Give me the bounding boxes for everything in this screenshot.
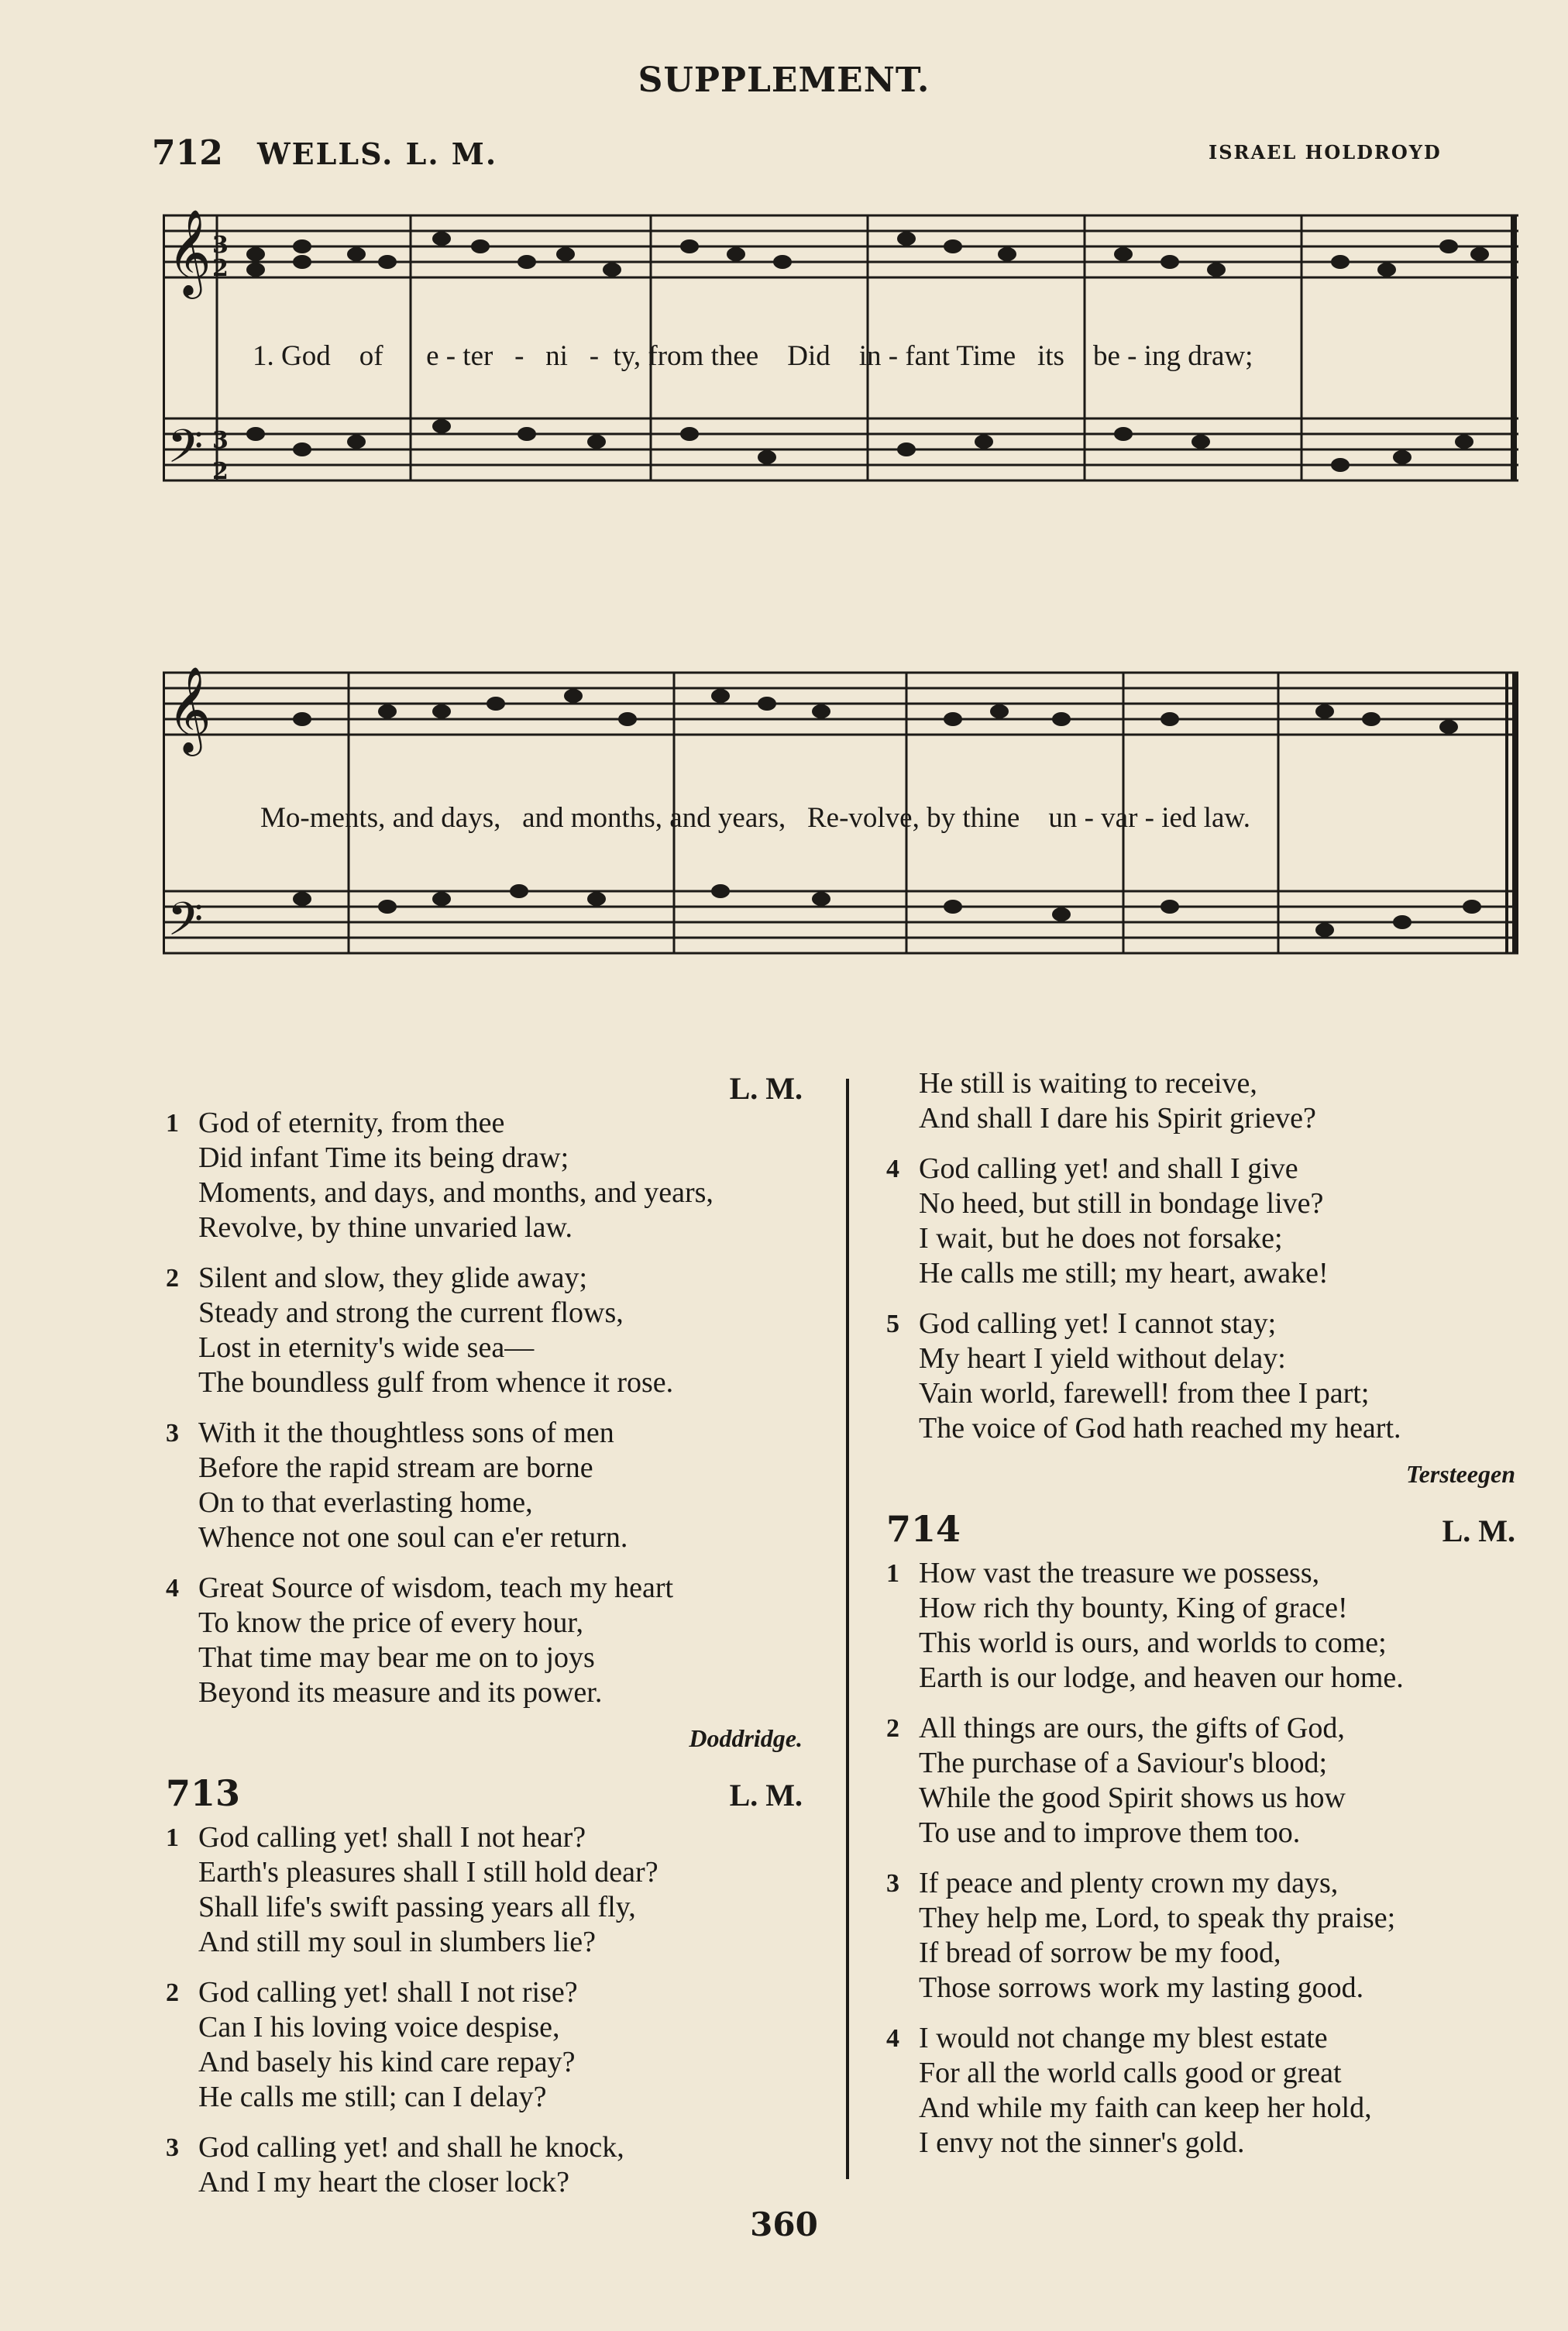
verse-number: 2 bbox=[166, 1978, 179, 2007]
verse-line: For all the world calls good or great bbox=[919, 2057, 1342, 2089]
verse-line: The voice of God hath reached my heart. bbox=[919, 1412, 1401, 1444]
lyric-syllable: - bbox=[514, 340, 524, 372]
verse-line: Moments, and days, and months, and years, bbox=[198, 1176, 714, 1209]
hymn-713-verse-3-continued bbox=[919, 1066, 1515, 1136]
page-header: SUPPLEMENT. bbox=[638, 60, 930, 100]
hymn-meter: L. M. bbox=[1442, 1513, 1515, 1548]
verse-line: Did infant Time its being draw; bbox=[198, 1141, 569, 1174]
verse-line: He calls me still; my heart, awake! bbox=[919, 1257, 1329, 1289]
verse-number: 3 bbox=[166, 2133, 179, 2162]
verse-line: And basely his kind care repay? bbox=[198, 2046, 576, 2078]
hymn-713-author: Tersteegen bbox=[1405, 1460, 1515, 1488]
verse-line: If peace and plenty crown my days, bbox=[919, 1867, 1339, 1899]
hymn-714-verse-2 bbox=[886, 1711, 1515, 1851]
svg-text:2: 2 bbox=[212, 458, 229, 485]
lyric-syllable: of bbox=[359, 340, 383, 372]
verse-line: I envy not the sinner's gold. bbox=[919, 2126, 1245, 2159]
verse-line: God calling yet! I cannot stay; bbox=[919, 1307, 1277, 1340]
verse-number: 1 bbox=[886, 1559, 899, 1588]
hymn-714-verse-3 bbox=[886, 1866, 1515, 2006]
verse-line: God calling yet! shall I not hear? bbox=[198, 1821, 586, 1854]
hymn-713-verse-3 bbox=[166, 2130, 803, 2200]
hymn-714-verse-1 bbox=[886, 1556, 1515, 1696]
svg-text:2: 2 bbox=[212, 255, 229, 282]
verse-line: And shall I dare his Spirit grieve? bbox=[919, 1102, 1316, 1135]
lyrics-line-1 bbox=[253, 339, 1253, 373]
lyric-phrase: Re-volve, by thine bbox=[806, 802, 1020, 834]
hymn-713-verse-2 bbox=[166, 1975, 803, 2115]
verse-line: And still my soul in slumbers lie? bbox=[198, 1926, 596, 1958]
verse-line: While the good Spirit shows us how bbox=[919, 1782, 1346, 1814]
verse-line: And I my heart the closer lock? bbox=[198, 2166, 570, 2198]
verse-line: God calling yet! and shall he knock, bbox=[198, 2131, 624, 2164]
hymn-712-meter: L. M. bbox=[729, 1071, 803, 1106]
verse-line: Lost in eternity's wide sea— bbox=[198, 1331, 535, 1364]
verse-number: 4 bbox=[886, 2024, 899, 2053]
lyric-phrase: un - var - ied law. bbox=[1048, 802, 1250, 834]
verse-line: And while my faith can keep her hold, bbox=[919, 2092, 1372, 2124]
hymn-712-verse-3 bbox=[166, 1416, 803, 1555]
lyric-syllable: e - ter bbox=[426, 340, 493, 372]
verse-line: Vain world, farewell! from thee I part; bbox=[919, 1377, 1370, 1410]
verse-line: No heed, but still in bondage live? bbox=[919, 1187, 1324, 1220]
tune-number: 712 bbox=[152, 133, 223, 173]
lyric-syllable: 1. God bbox=[253, 340, 331, 372]
hymn-713-heading bbox=[166, 1772, 803, 1814]
hymn-713-verse-4 bbox=[886, 1152, 1515, 1291]
svg-text:𝄞: 𝄞 bbox=[167, 208, 211, 295]
hymn-number: 713 bbox=[166, 1772, 241, 1814]
verse-number: 1 bbox=[166, 1823, 179, 1852]
lyric-syllable: its bbox=[1037, 340, 1064, 372]
verse-number: 2 bbox=[166, 1264, 179, 1293]
verse-line: Can I his loving voice despise, bbox=[198, 2011, 560, 2043]
hymn-712-verse-2 bbox=[166, 1261, 803, 1400]
verse-line: They help me, Lord, to speak thy praise; bbox=[919, 1902, 1396, 1934]
svg-text:3: 3 bbox=[212, 427, 229, 454]
hymn-714-heading bbox=[886, 1508, 1515, 1550]
svg-text:𝄢: 𝄢 bbox=[167, 419, 204, 484]
verse-line: God of eternity, from thee bbox=[198, 1107, 505, 1139]
verse-line: Before the rapid stream are borne bbox=[198, 1451, 593, 1484]
tune-composer: ISRAEL HOLDROYD bbox=[1209, 141, 1442, 164]
verse-line: How vast the treasure we possess, bbox=[919, 1557, 1320, 1589]
column-divider bbox=[846, 1079, 849, 2179]
verse-number: 5 bbox=[886, 1310, 899, 1338]
verse-number: 4 bbox=[886, 1155, 899, 1183]
tune-name: WELLS. L. M. bbox=[257, 136, 498, 171]
right-column bbox=[886, 1066, 1515, 2176]
verse-line: God calling yet! and shall I give bbox=[919, 1152, 1298, 1185]
verse-line: Silent and slow, they glide away; bbox=[198, 1262, 587, 1294]
verse-line: The boundless gulf from whence it rose. bbox=[198, 1366, 674, 1399]
hymn-712-author: Doddridge. bbox=[689, 1724, 803, 1752]
lyric-phrase: Mo-ments, and days, bbox=[260, 802, 501, 834]
verse-number: 3 bbox=[886, 1869, 899, 1898]
lyric-syllable: ni bbox=[545, 340, 568, 372]
verse-line: Earth is our lodge, and heaven our home. bbox=[919, 1661, 1404, 1694]
verse-line: Shall life's swift passing years all fly, bbox=[198, 1891, 636, 1923]
verse-line: All things are ours, the gifts of God, bbox=[919, 1712, 1345, 1744]
verse-number: 2 bbox=[886, 1714, 899, 1743]
lyric-syllable: Did bbox=[787, 340, 830, 372]
verse-line: I wait, but he does not forsake; bbox=[919, 1222, 1283, 1255]
verse-line: The purchase of a Saviour's blood; bbox=[919, 1747, 1328, 1779]
hymn-713-verse-5 bbox=[886, 1307, 1515, 1446]
verse-line: Those sorrows work my lasting good. bbox=[919, 1971, 1364, 2004]
page-number: 360 bbox=[750, 2205, 818, 2243]
hymn-713-verse-1 bbox=[166, 1820, 803, 1960]
verse-line: To use and to improve them too. bbox=[919, 1816, 1301, 1849]
hymn-712-verse-1 bbox=[166, 1106, 803, 1245]
verse-line: On to that everlasting home, bbox=[198, 1486, 533, 1519]
verse-number: 1 bbox=[166, 1109, 179, 1138]
verse-line: Steady and strong the current flows, bbox=[198, 1296, 624, 1329]
lyric-phrase: and months, and years, bbox=[522, 802, 786, 834]
verse-line: My heart I yield without delay: bbox=[919, 1342, 1286, 1375]
hymn-meter: L. M. bbox=[729, 1778, 803, 1813]
svg-text:𝄞: 𝄞 bbox=[167, 666, 211, 752]
verse-line: Earth's pleasures shall I still hold dear? bbox=[198, 1856, 658, 1889]
verse-line: With it the thoughtless sons of men bbox=[198, 1417, 614, 1449]
verse-number: 4 bbox=[166, 1574, 179, 1603]
lyric-syllable: ty, from thee bbox=[613, 340, 759, 372]
verse-line: God calling yet! shall I not rise? bbox=[198, 1976, 578, 2009]
verse-line: Beyond its measure and its power. bbox=[198, 1676, 603, 1709]
hymn-712-verse-4 bbox=[166, 1571, 803, 1710]
svg-text:3: 3 bbox=[212, 232, 229, 259]
left-column bbox=[166, 1071, 803, 2216]
verse-line: Revolve, by thine unvaried law. bbox=[198, 1211, 573, 1244]
lyric-syllable: - bbox=[589, 340, 600, 372]
verse-line: That time may bear me on to joys bbox=[198, 1641, 595, 1674]
hymn-number: 714 bbox=[886, 1508, 961, 1550]
verse-line: I would not change my blest estate bbox=[919, 2022, 1328, 2054]
lyrics-line-2 bbox=[260, 801, 1250, 835]
lyric-syllable: be - ing draw; bbox=[1092, 340, 1253, 372]
hymn-714-verse-4 bbox=[886, 2021, 1515, 2161]
verse-line: He still is waiting to receive, bbox=[919, 1067, 1257, 1100]
verse-line: This world is ours, and worlds to come; bbox=[919, 1627, 1387, 1659]
verse-number: 3 bbox=[166, 1419, 179, 1448]
svg-text:𝄢: 𝄢 bbox=[167, 892, 204, 957]
verse-line: How rich thy bounty, King of grace! bbox=[919, 1592, 1348, 1624]
verse-line: Whence not one soul can e'er return. bbox=[198, 1521, 628, 1554]
lyric-syllable: in - fant Time bbox=[858, 340, 1016, 372]
verse-line: Great Source of wisdom, teach my heart bbox=[198, 1572, 674, 1604]
verse-line: To know the price of every hour, bbox=[198, 1606, 584, 1639]
verse-line: He calls me still; can I delay? bbox=[198, 2081, 547, 2113]
verse-line: If bread of sorrow be my food, bbox=[919, 1937, 1281, 1969]
